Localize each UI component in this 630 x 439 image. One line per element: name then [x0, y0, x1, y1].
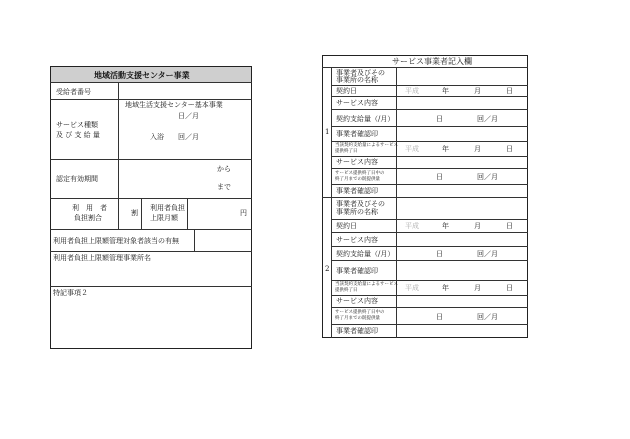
left-form-header: 地域活動支援センター事業 [94, 70, 190, 80]
burden-ratio-label-1: 利 用 者 [72, 204, 107, 212]
burden-ratio-unit: 割 [131, 209, 138, 217]
contract-amount-label-2: 契約支給量（/月） [336, 250, 395, 258]
era-placeholder-2: 平成 [405, 222, 419, 230]
service-content-2: サービス内容 [336, 236, 378, 244]
contract-amount-times-2: 回／月 [477, 250, 498, 258]
contract-amount-day-2: 日 [436, 250, 443, 258]
burden-ratio-label-2: 負担割合 [74, 214, 102, 222]
end-date-label-1a: 当該契約支給量によるサービス [335, 143, 398, 148]
month-1b: 月 [474, 145, 481, 153]
provider-name-1a: 事業者及びその [336, 69, 385, 77]
year-1: 年 [442, 87, 449, 95]
used-amount-day-1: 日 [436, 173, 443, 181]
contract-date-label-2: 契約日 [336, 222, 357, 230]
right-form-header: サービス事業者記入欄 [392, 57, 472, 66]
end-date-label-1b: 提供終了日 [335, 149, 358, 154]
service-basic: 地域生活支援センター基本事業 [125, 101, 223, 109]
provider-name-2a: 事業者及びその [336, 200, 385, 208]
day-1b: 日 [506, 145, 513, 153]
provider-name-1b: 事業所の名称 [336, 76, 378, 84]
provider-name-2b: 事業所の名称 [336, 208, 378, 216]
validity-from: から [217, 165, 231, 173]
service-bath-freq: 回／月 [178, 133, 199, 141]
block-number-1: 1 [325, 128, 330, 136]
contract-amount-day-1: 日 [436, 115, 443, 123]
year-2b: 年 [442, 284, 449, 292]
day-1: 日 [506, 87, 513, 95]
burden-limit-label-1: 利用者負担 [150, 204, 185, 212]
service-content-2b: サービス内容 [336, 297, 378, 305]
era-placeholder-1b: 平成 [405, 145, 419, 153]
used-amount-times-1: 回／月 [477, 173, 498, 181]
burden-limit-label-2: 上限月額 [150, 214, 178, 222]
day-2: 日 [506, 222, 513, 230]
burden-limit-unit: 円 [240, 209, 247, 217]
validity-to: まで [217, 183, 231, 191]
end-date-label-2b: 提供終了日 [335, 288, 358, 293]
validity-label: 認定有効期間 [56, 175, 98, 183]
service-bath: 入浴 [150, 133, 164, 141]
contract-amount-label-1: 契約支給量（/月） [336, 115, 395, 123]
used-amount-day-2: 日 [436, 313, 443, 321]
contract-amount-times-1: 回／月 [477, 115, 498, 123]
used-amount-label-2a: サービス提供終了日中の [335, 310, 385, 315]
month-2b: 月 [474, 284, 481, 292]
burden-mgmt-office-label: 利用者負担上限額管理事業所名 [53, 254, 151, 262]
era-placeholder-1: 平成 [405, 87, 419, 95]
confirm-seal-2: 事業者確認印 [336, 267, 378, 275]
used-amount-label-1a: サービス提供終了日中の [335, 171, 385, 176]
service-content-1: サービス内容 [336, 99, 378, 107]
confirm-seal-2b: 事業者確認印 [336, 327, 378, 335]
used-amount-times-2: 回／月 [477, 313, 498, 321]
service-basic-freq: 日／月 [178, 112, 199, 120]
used-amount-label-1b: 終了月までの既提供量 [335, 177, 380, 182]
end-date-label-2a: 当該契約支給量によるサービス [335, 282, 398, 287]
service-content-1b: サービス内容 [336, 158, 378, 166]
day-2b: 日 [506, 284, 513, 292]
block-number-2: 2 [325, 265, 330, 273]
service-type-label-2: 及 び 支 給 量 [56, 131, 100, 139]
year-1b: 年 [442, 145, 449, 153]
recipient-number-label: 受給者番号 [56, 88, 91, 96]
month-2: 月 [474, 222, 481, 230]
service-type-label-1: サービス種類 [56, 121, 98, 129]
burden-mgmt-target-label: 利用者負担上限額管理対象者該当の有無 [53, 237, 179, 245]
used-amount-label-2b: 終了月までの既提供量 [335, 316, 380, 321]
era-placeholder-2b: 平成 [405, 284, 419, 292]
month-1: 月 [474, 87, 481, 95]
special-notes-label: 特記事項２ [53, 289, 88, 297]
contract-date-label-1: 契約日 [336, 87, 357, 95]
year-2: 年 [442, 222, 449, 230]
confirm-seal-1b: 事業者確認印 [336, 187, 378, 195]
recipient-number-field[interactable] [119, 83, 251, 98]
confirm-seal-1: 事業者確認印 [336, 130, 378, 138]
